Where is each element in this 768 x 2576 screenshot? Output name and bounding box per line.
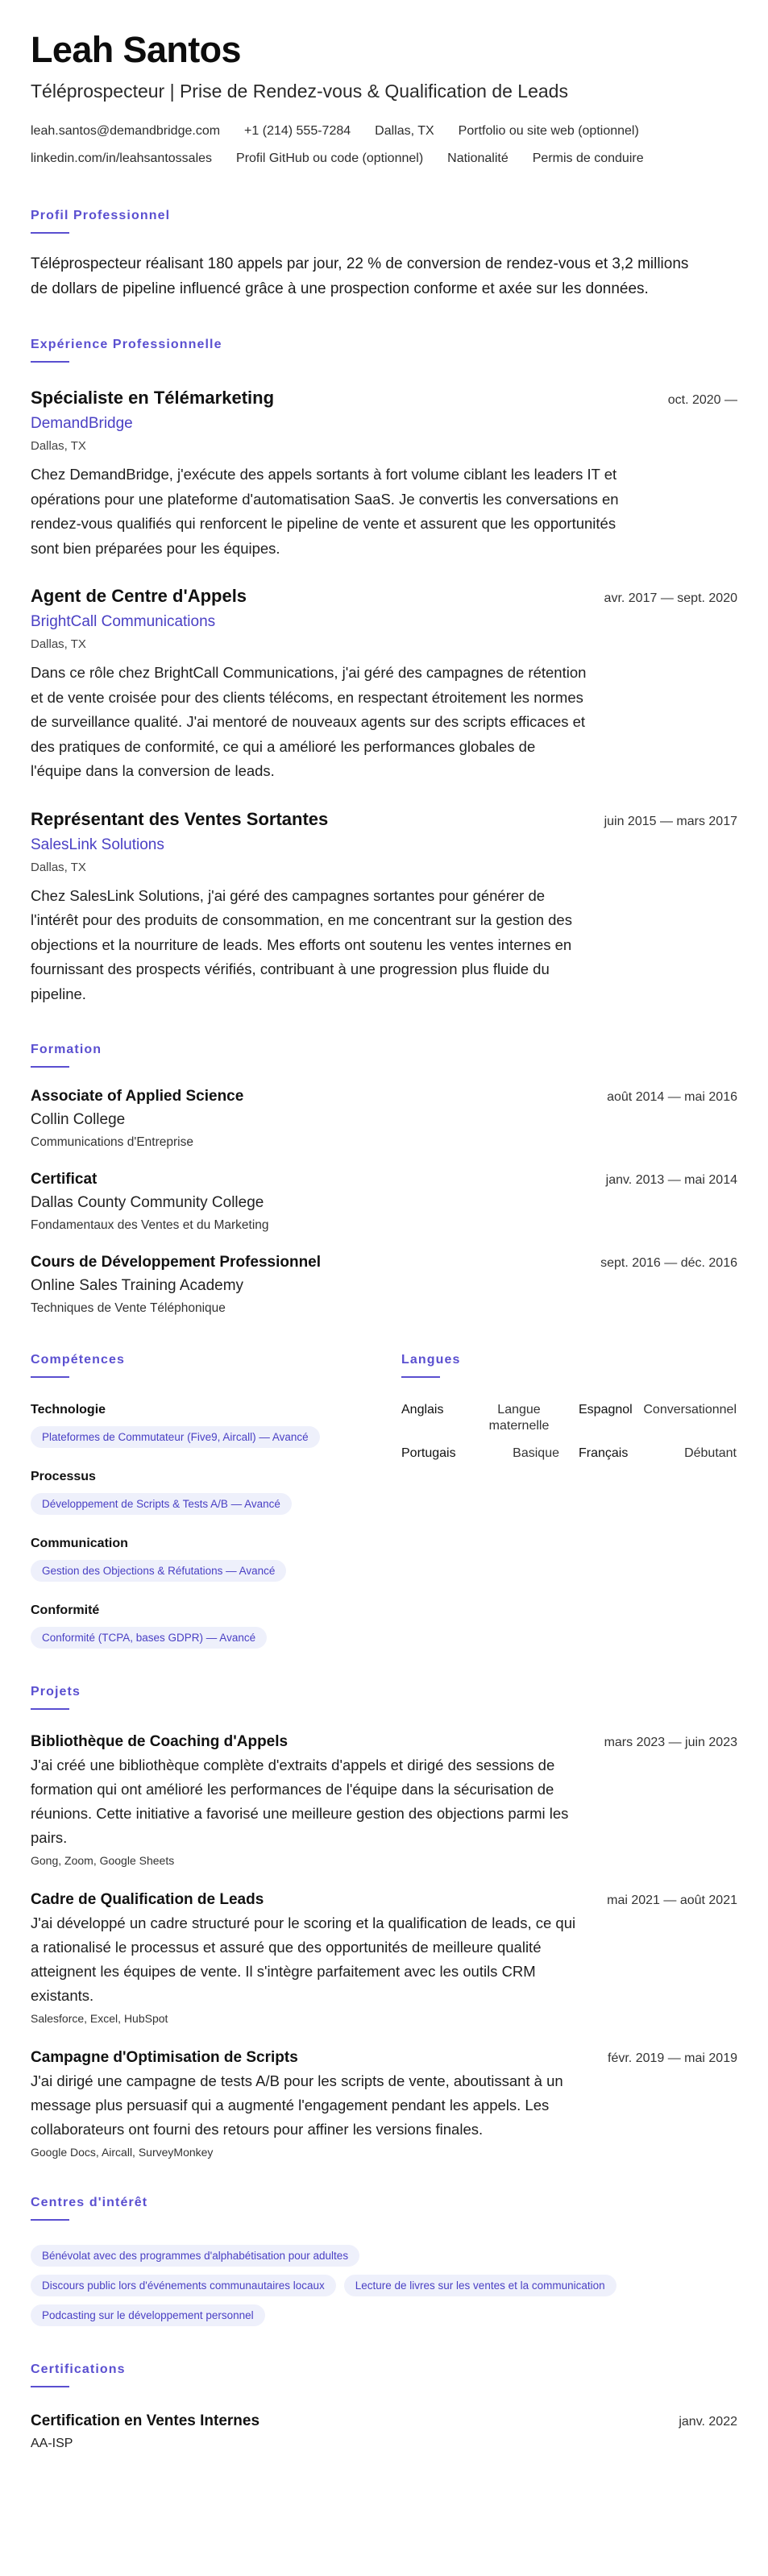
profile-section (31, 208, 737, 301)
skill-chip: Conformité (TCPA, bases GDPR) — Avancé (31, 1627, 267, 1649)
language-item (569, 1402, 737, 1434)
school-name: Collin College (31, 1111, 126, 1128)
skill-chip: Gestion des Objections & Réfutations — Avancé (31, 1560, 286, 1582)
email-link[interactable]: leah.santos@demandbridge.com (31, 124, 221, 138)
field-of-study: Fondamentaux des Ventes et du Marketing (31, 1218, 269, 1232)
section-divider (31, 1376, 69, 1378)
language-level: Langue maternelle (488, 1403, 550, 1433)
skills-section (31, 1352, 401, 1649)
languages-section (401, 1352, 737, 1649)
section-divider (401, 1376, 440, 1378)
section-title-profile: Profil Professionnel (31, 209, 171, 222)
language-name: Français (579, 1446, 629, 1460)
field-of-study: Techniques de Vente Téléphonique (31, 1301, 226, 1315)
resume-header (31, 29, 737, 172)
languages-grid (401, 1402, 737, 1473)
interest-chip: Lecture de livres sur les ventes et la communication (344, 2275, 616, 2296)
section-divider (31, 1708, 69, 1710)
contact-row-1 (31, 118, 737, 145)
profile-summary: Téléprospecteur réalisant 180 appels par jour, 22 % de conversion de rendez-vous et 3,2 millions de dollars de pipeline influencé grâce à une prospection conforme et axée sur les données. (31, 255, 689, 297)
project-item (31, 2048, 737, 2159)
project-tools: Salesforce, Excel, HubSpot (31, 2012, 168, 2025)
project-dates: mai 2021 — août 2021 (607, 1894, 737, 1907)
skill-category: Processus (31, 1470, 96, 1483)
project-tools: Gong, Zoom, Google Sheets (31, 1854, 175, 1867)
school-name: Online Sales Training Academy (31, 1277, 244, 1294)
language-level: Débutant (684, 1446, 737, 1460)
job-location: Dallas, TX (31, 439, 86, 453)
interests-section (31, 2195, 737, 2326)
section-title-languages: Langues (401, 1353, 461, 1367)
section-divider (31, 232, 69, 234)
interest-chip: Podcasting sur le développement personnel (31, 2304, 265, 2326)
project-description: J'ai dirigé une campagne de tests A/B pour les scripts de vente, aboutissant à un message plus persuasif qui a augmenté l'engagement pendant les appels. Les collaborateurs ont fourni des retours pour affiner les versions finales. (31, 2072, 563, 2138)
job-location: Dallas, TX (31, 860, 86, 874)
job-description: Chez SalesLink Solutions, j'ai géré des campagnes sortantes pour générer de l'intérêt pour des produits de consommation, en me concentrant sur la gestion des objections et la nourriture de leads. Mes efforts ont soutenu les ventes internes en fournissant des prospects vérifiés, contribuant à une progression plus fluide du pipeline. (31, 886, 572, 1002)
skill-category: Communication (31, 1537, 128, 1550)
degree-name: Certificat (31, 1171, 98, 1188)
education-item (31, 1170, 737, 1234)
language-item (401, 1402, 569, 1434)
degree-name: Associate of Applied Science (31, 1088, 244, 1105)
language-item (569, 1446, 737, 1462)
interest-chip: Bénévolat avec des programmes d'alphabétisation pour adultes (31, 2245, 359, 2267)
company-name: BrightCall Communications (31, 613, 216, 630)
linkedin-link[interactable]: linkedin.com/in/leahsantossales (31, 151, 213, 165)
section-divider (31, 1066, 69, 1068)
job-dates: juin 2015 — mars 2017 (604, 814, 737, 828)
job-location: Dallas, TX (31, 637, 86, 651)
education-item (31, 1087, 737, 1151)
certification-issuer: AA-ISP (31, 2437, 73, 2450)
education-section (31, 1042, 737, 1317)
job-dates: oct. 2020 — (667, 393, 737, 407)
section-title-experience: Expérience Professionnelle (31, 338, 222, 351)
phone-number[interactable]: +1 (214) 555-7284 (244, 124, 351, 138)
job-title: Représentant des Ventes Sortantes (31, 808, 329, 829)
project-dates: mars 2023 — juin 2023 (604, 1736, 737, 1749)
language-level: Conversationnel (643, 1403, 737, 1417)
section-title-projects: Projets (31, 1685, 81, 1699)
certification-name: Certification en Ventes Internes (31, 2412, 260, 2429)
section-divider (31, 361, 69, 363)
project-title: Bibliothèque de Coaching d'Appels (31, 1733, 289, 1750)
language-name: Espagnol (579, 1403, 633, 1417)
language-name: Anglais (401, 1403, 444, 1417)
interest-chip: Discours public lors d'événements communautaires locaux (31, 2275, 336, 2296)
language-item (401, 1446, 569, 1462)
location-text: Dallas, TX (375, 124, 434, 138)
skill-category: Conformité (31, 1603, 100, 1617)
project-tools: Google Docs, Aircall, SurveyMonkey (31, 2146, 214, 2159)
project-item (31, 1732, 737, 1868)
project-title: Cadre de Qualification de Leads (31, 1891, 264, 1908)
certification-date: janv. 2022 (679, 2415, 737, 2429)
skill-chip: Développement de Scripts & Tests A/B — Avancé (31, 1493, 292, 1515)
section-divider (31, 2386, 69, 2387)
portfolio-link[interactable]: Portfolio ou site web (optionnel) (458, 124, 639, 138)
driving-license-text: Permis de conduire (532, 151, 644, 165)
projects-section (31, 1684, 737, 2159)
language-name: Portugais (401, 1446, 456, 1460)
section-title-education: Formation (31, 1043, 102, 1056)
github-link[interactable]: Profil GitHub ou code (optionnel) (236, 151, 424, 165)
experience-item (31, 585, 737, 784)
company-name: SalesLink Solutions (31, 836, 164, 853)
interests-list (31, 2237, 737, 2326)
contact-info (31, 118, 737, 172)
job-dates: avr. 2017 — sept. 2020 (604, 591, 737, 605)
education-dates: août 2014 — mai 2016 (607, 1090, 737, 1104)
skills-languages-row (31, 1352, 737, 1649)
project-dates: févr. 2019 — mai 2019 (608, 2051, 737, 2065)
certifications-section (31, 2362, 737, 2452)
project-item (31, 1890, 737, 2026)
job-title: Spécialiste en Télémarketing (31, 388, 275, 408)
nationality-text: Nationalité (447, 151, 509, 165)
skill-chip: Plateformes de Commutateur (Five9, Aircall) — Avancé (31, 1426, 320, 1448)
experience-item (31, 387, 737, 561)
contact-row-2 (31, 145, 737, 172)
experience-section (31, 337, 737, 1006)
project-description: J'ai développé un cadre structuré pour le scoring et la qualification de leads, ce qui a rationalisé le processus et assuré que des opportunités de meilleure qualité atteignent les équipes de vente. Il s'intègre parfaitement avec les outils CRM existants. (31, 1914, 576, 2004)
certification-item (31, 2412, 737, 2452)
job-description: Chez DemandBridge, j'exécute des appels sortants à fort volume ciblant les leaders IT et opérations pour une plateforme d'automatisation SaaS. Je convertis les conversations en rendez-vous qualifiés qui renforcent le pipeline de vente et assurent que les opportunités sont bien préparées pour les équipes. (31, 466, 619, 557)
education-dates: sept. 2016 — déc. 2016 (600, 1256, 737, 1270)
education-dates: janv. 2013 — mai 2014 (605, 1173, 737, 1187)
company-name: DemandBridge (31, 415, 133, 432)
project-description: J'ai créé une bibliothèque complète d'extraits d'appels et dirigé des sessions de formation qui ont amélioré les performances de l'équipe dans la sécurisation de réunions. Cette initiative a favorisé une meilleure gestion des objections parmi les pairs. (31, 1757, 569, 1846)
project-title: Campagne d'Optimisation de Scripts (31, 2049, 298, 2066)
job-title: Agent de Centre d'Appels (31, 586, 247, 606)
candidate-name: Leah Santos (31, 29, 241, 70)
section-title-interests: Centres d'intérêt (31, 2196, 148, 2209)
skill-category: Technologie (31, 1403, 106, 1417)
language-level: Basique (513, 1446, 559, 1460)
section-title-certifications: Certifications (31, 2362, 126, 2376)
experience-item (31, 808, 737, 1007)
degree-name: Cours de Développement Professionnel (31, 1254, 322, 1271)
section-divider (31, 2219, 69, 2221)
education-item (31, 1253, 737, 1317)
candidate-tagline: Téléprospecteur | Prise de Rendez-vous & Qualification de Leads (31, 81, 568, 102)
section-title-skills: Compétences (31, 1353, 126, 1367)
job-description: Dans ce rôle chez BrightCall Communications, j'ai géré des campagnes de rétention et de vente croisée pour des clients télécoms, en respectant étroitement les normes de surveillance qualité. J'ai mentoré de nouveaux agents sur des scripts efficaces et des pratiques de conformité, ce qui a amélioré les performances globales de l'équipe dans la conversion de leads. (31, 664, 587, 779)
field-of-study: Communications d'Entreprise (31, 1135, 193, 1149)
school-name: Dallas County Community College (31, 1194, 264, 1211)
